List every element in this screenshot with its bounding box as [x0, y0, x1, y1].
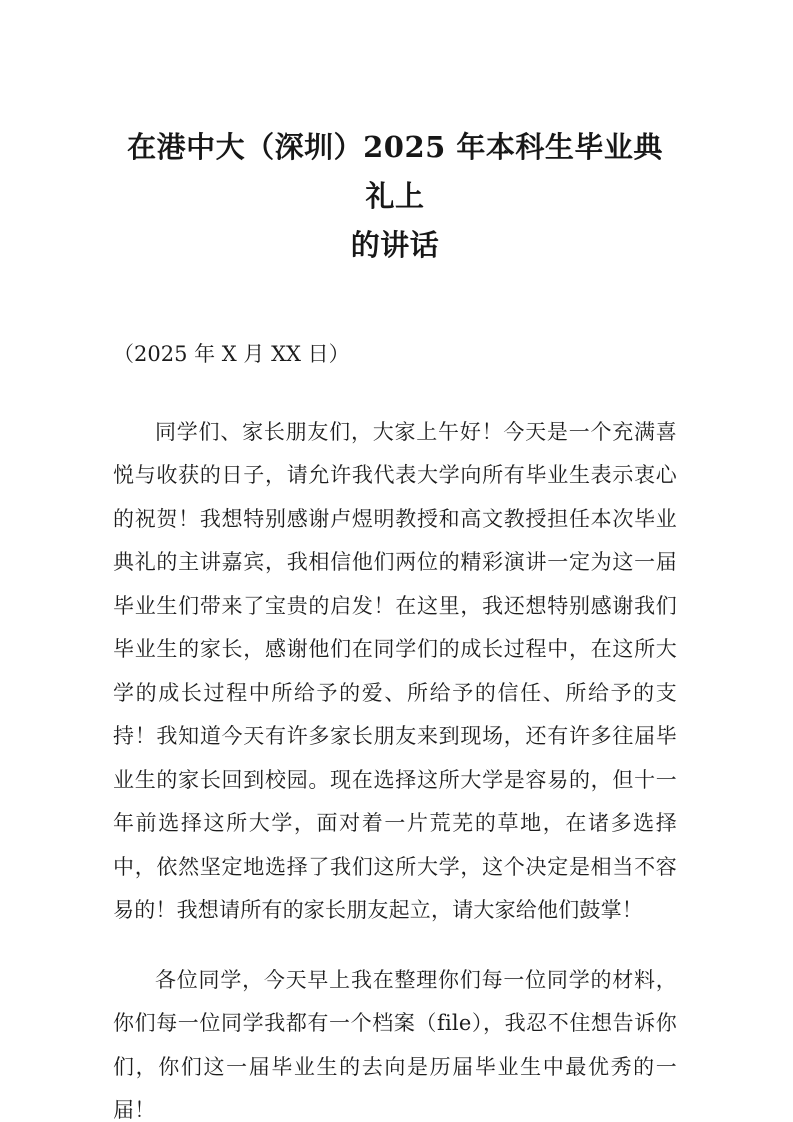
document-content [113, 0, 677, 1122]
title-line-1: 在港中大（深圳）2025 年本科生毕业典礼上 [127, 130, 663, 213]
document-body [113, 411, 677, 1122]
date-line: （2025 年 X 月 XX 日） [113, 342, 350, 366]
document-title [113, 123, 677, 270]
title-line-2: 的讲话 [350, 228, 440, 262]
paragraph: 同学们、家长朋友们，大家上午好！今天是一个充满喜悦与收获的日子，请允许我代表大学向所有毕业生表示衷心的祝贺！我想特别感谢卢煜明教授和高文教授担任本次毕业典礼的主讲嘉宾，我相信他们两位的精彩演讲一定为这一届毕业生们带来了宝贵的启发！在这里，我还想特别感谢我们毕业生的家长，感谢他们在同学们的成长过程中，在这所大学的成长过程中所给予的爱、所给予的信任、所给予的支持！我知道今天有许多家长朋友来到现场，还有许多往届毕业生的家长回到校园。现在选择这所大学是容易的，但十一年前选择这所大学，面对着一片荒芜的草地，在诸多选择中，依然坚定地选择了我们这所大学，这个决定是相当不容易的！我想请所有的家长朋友起立，请大家给他们鼓掌！ [113, 419, 677, 922]
paragraph: 各位同学，今天早上我在整理你们每一位同学的材料，你们每一位同学我都有一个档案（file），我忍不住想告诉你们，你们这一届毕业生的去向是历届毕业生中最优秀的一届！ [113, 967, 677, 1122]
